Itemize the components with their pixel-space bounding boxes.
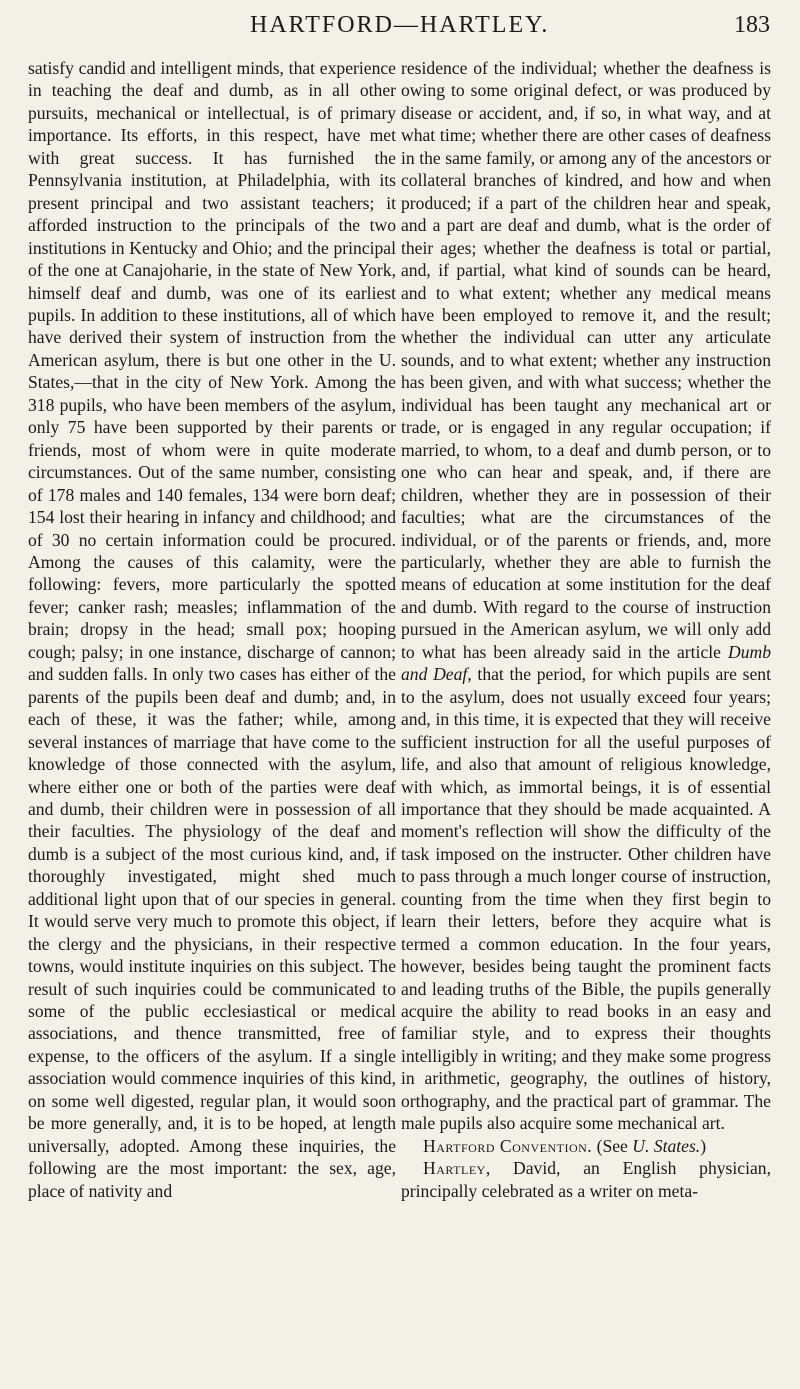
entry-hartley: [401, 1157, 771, 1202]
see-close: ): [700, 1135, 707, 1156]
left-column: [28, 57, 396, 1202]
right-column-text-before: residence of the individual; whether the deafness is owing to some original defect, or was produced by disease or accident, and, if so, in what way, and at what time; whether there are other cases of deafness in the same family, or among any of the ancestors or collateral branches of kindred, and how and when produced; if a part of the children hear and speak, and a part are deaf and dumb, what is the order of their ages; whether the deafness is total or partial, and, if partial, what kind of sounds can be heard, and to what extent; whether any medical means have been employed to remove it, and the result; whether the individual can utter any articulate sounds, and to what extent; whether any instruction has been given, and with what success; whether the individual has been taught any mechanical art or trade, or is engaged in any regular occupation; if married, to whom, to a deaf and dumb person, or to one who can hear and speak, and, if there are children, whether they are in possession of their faculties; what are the circumstances of the individual, or of the parents or friends, and, more particularly, whether they are able to furnish the means of education at some institution for the deaf and dumb. With regard to the course of instruction pursued in the American asylum, we will only add to what has been already said in the article: [401, 58, 771, 662]
headword-hartford-convention: Hartford Convention.: [423, 1135, 593, 1156]
headword-hartley: Hartley: [423, 1158, 486, 1179]
right-column-paragraph: [401, 57, 771, 1135]
running-head: [0, 12, 800, 52]
entry-hartford-convention: [401, 1135, 771, 1157]
running-title: HARTFORD—HARTLEY.: [250, 12, 550, 38]
left-column-text: satisfy candid and intelligent minds, that experience in teaching the deaf and dumb, as in all other pursuits, mechanical or intellectual, is of primary importance. Its efforts, in this respect, have met with great success. It has furnished the Pennsylvania institution, at Philadelphia, with its present principal and two assistant teachers; it afforded instruction to the principals of the two institutions in Kentucky and Ohio; and the principal of the one at Canajoharie, in the state of New York, himself deaf and dumb, was one of its earliest pupils. In addition to these institutions, all of which have derived their system of instruction from the American asylum, there is but one other in the U. States,—that in the city of New York. Among the 318 pupils, who have been members of the asylum, only 75 have been supported by their parents or friends, most of whom were in quite moderate circumstances. Out of the same number, consisting of 178 males and 140 females, 134 were born deaf; 154 lost their hearing in infancy and childhood; and of 30 no certain information could be procured. Among the causes of this calamity, were the following: fevers, more particularly the spotted fever; canker rash; measles; inflammation of the brain; dropsy in the head; small pox; hooping cough; palsy; in one instance, discharge of cannon; and sudden falls. In only two cases has either of the parents of the pupils been deaf and dumb; and, in each of these, it was the father; while, among several instances of marriage that have come to the knowledge of those connected with the asylum, where either one or both of the parties were deaf and dumb, their children were in possession of all their faculties. The physiology of the deaf and dumb is a subject of the most curious kind, and, if thoroughly investigated, might shed much additional light upon that of our species in general. It would serve very much to promote this object, if the clergy and the physicians, in their respective towns, would institute inquiries on this subject. The result of such inquiries could be communicated to some of the public ecclesiastical or medical associations, and thence transmitted, free of expense, to the officers of the asylum. If a single association would commence inquiries of this kind, on some well digested, regular plan, it would soon be more generally, and, it is to be hoped, at length universally, adopted. Among these inquiries, the following are the most important: the sex, age, place of nativity and: [28, 58, 396, 1201]
see-target-us-states: U. States.: [632, 1135, 701, 1156]
right-column-text-after: , that the period, for which pupils are sent to the asylum, does not usually exceed four years; and, in this time, it is expected that they will receive sufficient instruction for all the useful purposes of life, and also that amount of religious knowledge, with which, as immortal beings, it is of essential importance that they should be made acquainted. A moment's reflection will show the difficulty of the task imposed on the instructer. Other children have to pass through a much longer course of instruction, counting from the time when they first begin to learn their letters, before they acquire what is termed a common education. In the four years, however, besides being taught the prominent facts and leading truths of the Bible, the pupils generally acquire the ability to read books in an easy and familiar style, and to express their thoughts intelligibly in writing; and they make some progress in arithmetic, geography, the outlines of history, orthography, and the practical part of grammar. The male pupils also acquire some mechanical art.: [401, 664, 771, 1134]
article-reference-dumb-and-deaf: Dumb and Deaf: [401, 641, 771, 685]
entry-hartley-text: , David, an English physician, principally celebrated as a writer on meta-: [401, 1158, 771, 1201]
right-column: [401, 57, 771, 1202]
see-open: (See: [596, 1135, 633, 1156]
page-number: 183: [734, 12, 770, 38]
